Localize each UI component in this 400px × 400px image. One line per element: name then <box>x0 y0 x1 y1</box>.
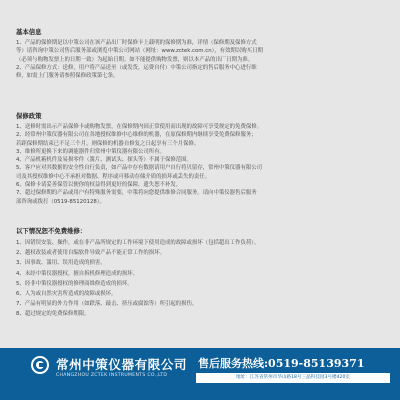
company-logo-icon <box>31 356 49 374</box>
warranty-policy-section <box>16 112 388 206</box>
exclusion-line: 4、未经中策仪器授权，擅自拆机修理造成的损坏。 <box>16 270 139 277</box>
basic-info-heading: 基本信息 <box>16 28 42 36</box>
exclusion-line: 5、经非中策仪器授权的修理商维修造成的损坏。 <box>16 280 133 287</box>
exclusion-line: 8、超过规定的免费保修期限。 <box>16 311 90 318</box>
policy-line: 若距保修期结束已不足三个月，则保修的机器自修复之日起享有三个月保修。 <box>16 140 200 147</box>
policy-line: 1、送修时需出示产品保修卡或购物发票，在保修期内因正常使用而出现的故障可享受规定的免费保修。 <box>16 124 263 130</box>
basic-info-line: 等）请咨询中策公司售后服务部或浏览中策公司网站（网址：www.zctek.com.cn），有效期以购买日期 <box>16 48 263 55</box>
basic-info-section <box>16 28 388 80</box>
exclusions-heading: 以下情况恕不免费维修： <box>16 227 87 235</box>
policy-line: 6、保修卡请妥善保管以便你的权益得到更好的保障，遗失恕不补发。 <box>16 182 182 189</box>
basic-info-line: 2、产品保修方式：送修，用户将产品送至（或发货，运费自付）中策公司指定的售后服务中心进行维 <box>16 64 257 71</box>
basic-info-line: 1、产品的保修期是以中策公司在该产品出厂时保修卡上载明的保修期为准，详情（保修期及保修方式 <box>16 40 257 46</box>
policy-line: 4、产品机箱机件及易损零件（簧片、测试头、探头等）不属于保修范围。 <box>16 157 192 164</box>
policy-line: 2、经常州中策仪器有限公司在各地授权维修中心维修的机器，在原保修期内继续享受免费保修服务； <box>16 132 257 139</box>
policy-line: 7、超过保修期的产品或用户有特殊服务需要，中策将向您提供维修合同服务。请向中策仪器售后服务 <box>16 190 257 197</box>
exclusions-list <box>16 238 388 320</box>
exclusion-line: 6、人为或自然灾害所造成的故障或损坏。 <box>16 291 117 298</box>
policy-line: 5、客户应对其数据的安全性自行负责，如产品中存有数据请用户自行将贝留存，常州中策仪器有限公司 <box>16 165 263 172</box>
warranty-policy-heading: 保修政策 <box>16 112 42 120</box>
warranty-policy-list <box>16 123 388 206</box>
basic-info-list <box>16 39 388 80</box>
company-footer <box>0 348 400 400</box>
basic-info-line: （必须与购物发票上的日期一致）为起始日期。如不能提供购物发票，则以本产品的出厂日期为准。 <box>16 56 254 63</box>
basic-info-line: 修，如需上门服务请参照保修政策第七条。 <box>16 73 119 80</box>
exclusion-line: 3、因事故、滥用、误用造成的损害。 <box>16 260 106 267</box>
service-hotline: 售后服务热线:0519-85139371 <box>198 357 365 370</box>
policy-line: 部咨询或拨打（0519-85120128）。 <box>16 198 105 205</box>
exclusion-line: 7、产品有明显的外力作用（如跌落、敲击、挤压或腐蚀等）所引起的损伤。 <box>16 301 198 308</box>
company-name-cn: 常州中策仪器有限公司 <box>56 357 187 372</box>
exclusion-line: 2、越权改装或者使用自编软件导致产品不能正常工作的损坏。 <box>16 250 165 257</box>
policy-line: 司及其授权维修中心不承担对数据、程序或可移动存储介质的损坏或丢失的责任。 <box>16 173 211 180</box>
company-address: 地址：江苏省常州市华山路18号三晶科技园3号楼420室 <box>196 373 390 383</box>
company-name-en: CHANGZHOU ZCTEK INSTRUMENTS CO.,LTD <box>56 373 168 378</box>
exclusion-line: 1、因错误安装、操作，或在非产品所规定的工作环境下使用造成的故障或损坏（包括超出工作负荷）。 <box>16 240 260 246</box>
policy-line: 3、维修所更换下来的调能器件归常州中策仪器有限公司所有。 <box>16 148 165 155</box>
exclusions-section <box>16 227 388 320</box>
